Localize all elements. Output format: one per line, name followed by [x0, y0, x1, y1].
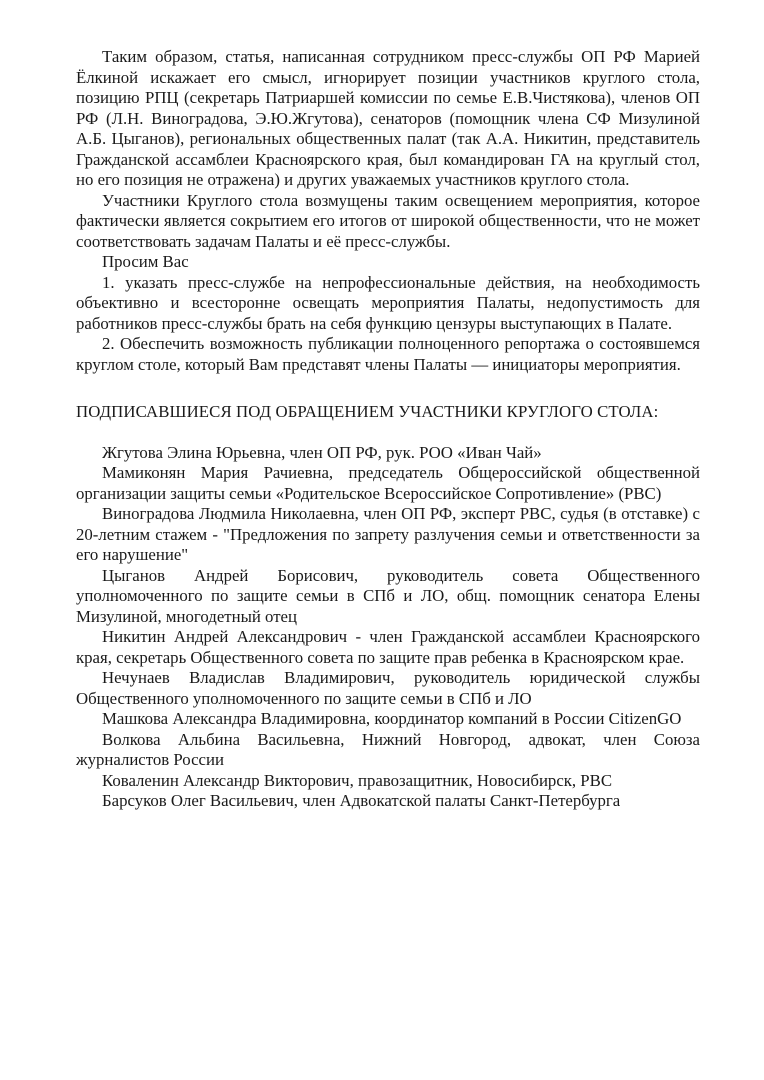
signer-item: Барсуков Олег Васильевич, член Адвокатской палаты Санкт-Петербурга: [102, 791, 621, 810]
document-body: [76, 47, 700, 812]
signer-item: Машкова Александра Владимировна, координатор компаний в России CitizenGO: [102, 709, 682, 728]
signers-list: [76, 443, 700, 812]
paragraph-conclusion: Таким образом, статья, написанная сотрудником пресс-службы ОП РФ Марией Ёлкиной искажает его смысл, игнорирует позиции участников круглого стола, позицию РПЦ (секретарь Патриаршей комиссии по семье Е.В.Чистякова), членов ОП РФ (Л.Н. Виноградова, Э.Ю.Жгутова), сенаторов (помощник члена СФ Мизулиной А.Б. Цыганов), региональных общественных палат (так А.А. Никитин, представитель Гражданской ассамблеи Красноярского края, был командирован ГА на круглый стол, но его позиция не отражена) и других уважаемых участников круглого стола.: [76, 47, 700, 189]
signer-item: Цыганов Андрей Борисович, руководитель совета Общественного уполномоченного по защите семьи в СПб и ЛО, общ. помощник сенатора Елены Мизулиной, многодетный отец: [76, 565, 700, 626]
signer-item: Коваленин Александр Викторович, правозащитник, Новосибирск, РВС: [102, 770, 613, 790]
signers-heading: ПОДПИСАВШИЕСЯ ПОД ОБРАЩЕНИЕМ УЧАСТНИКИ КРУГЛОГО СТОЛА:: [76, 402, 659, 421]
paragraph-outrage: Участники Круглого стола возмущены таким освещением мероприятия, которое фактически является сокрытием его итогов от широкой общественности, что не может соответствовать задачам Палаты и её пресс-службы.: [76, 190, 700, 251]
request-item-2: 2. Обеспечить возможность публикации полноценного репортажа о состоявшемся круглом столе, который Вам представят члены Палаты — инициаторы мероприятия.: [76, 334, 700, 374]
request-item-1: 1. указать пресс-службе на непрофессиональные действия, на необходимость объективно и всесторонне освещать мероприятия Палаты, недопустимость для работников пресс-службы брать на себя функцию цензуры выступающих в Палате.: [76, 272, 700, 333]
signer-item: Волкова Альбина Васильевна, Нижний Новгород, адвокат, член Союза журналистов России: [76, 729, 700, 769]
paragraph-request-intro: Просим Вас: [102, 252, 189, 271]
signer-item: Мамиконян Мария Рачиевна, председатель Общероссийской общественной организации защиты семьи «Родительское Всероссийское Сопротивление» (РВС): [76, 463, 700, 503]
signer-item: Виноградова Людмила Николаевна, член ОП РФ, эксперт РВС, судья (в отставке) с 20-летним стажем - "Предложения по запрету разлучения семьи и ответственности за его нарушение": [76, 504, 700, 564]
signer-item: Никитин Андрей Александрович - член Гражданской ассамблеи Красноярского края, секретарь Общественного совета по защите прав ребенка в Красноярском крае.: [76, 627, 700, 667]
signer-item: Жгутова Элина Юрьевна, член ОП РФ, рук. РОО «Иван Чай»: [102, 442, 542, 462]
signer-item: Нечунаев Владислав Владимирович, руководитель юридической службы Общественного уполномоченного по защите семьи в СПб и ЛО: [76, 668, 700, 708]
